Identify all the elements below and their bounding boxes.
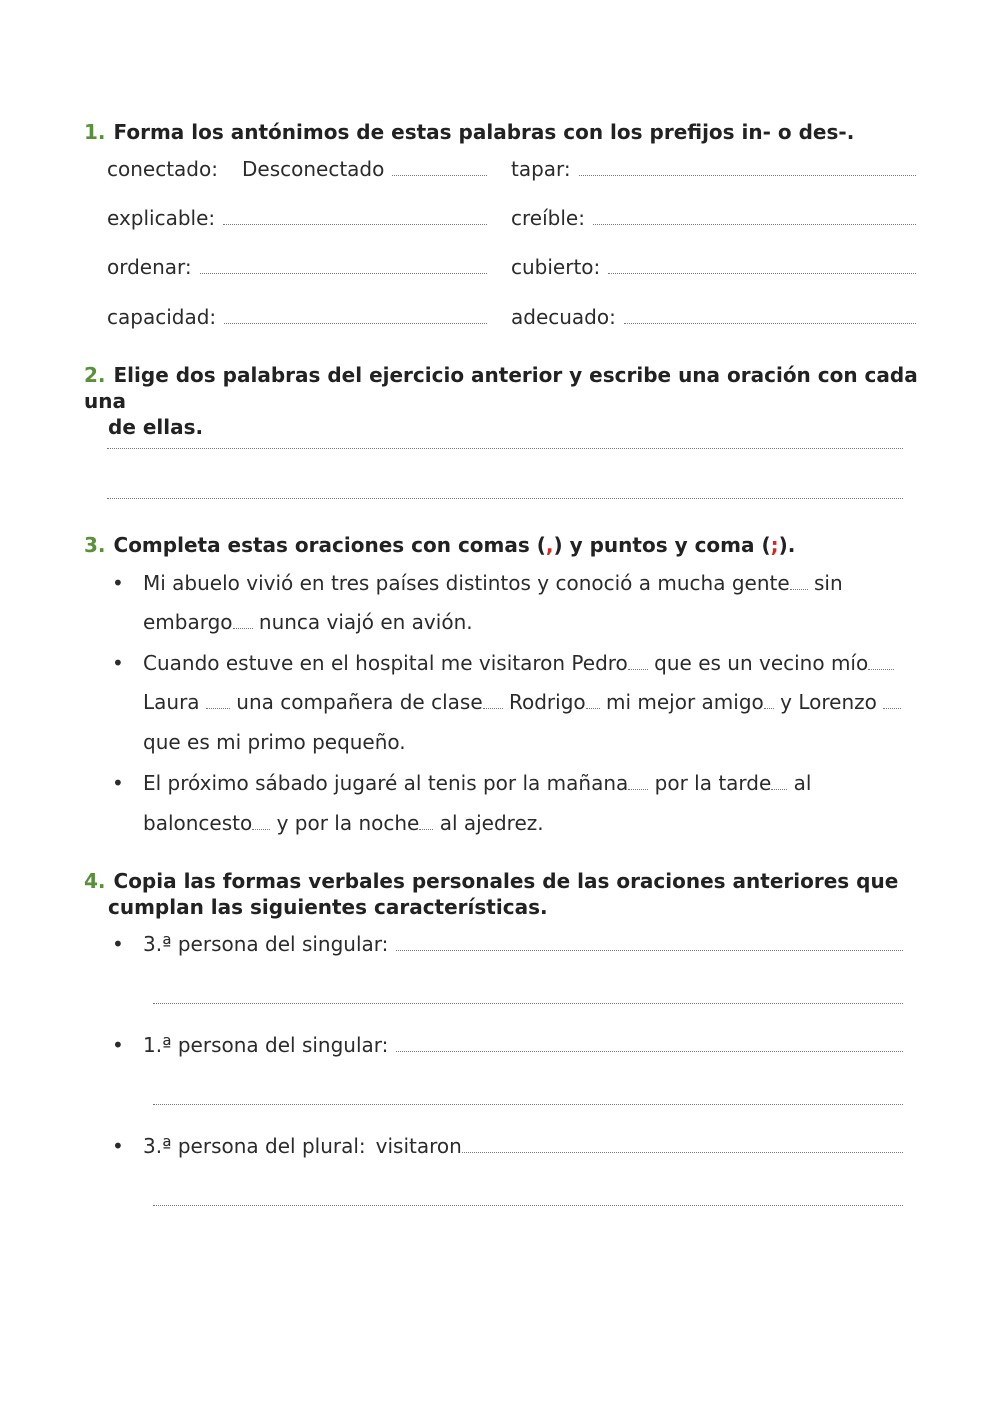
sentence-fragment: que es un vecino mío — [654, 651, 869, 675]
question-number: 2. — [84, 363, 106, 387]
sentence-3-line-2 — [143, 810, 544, 836]
sentence-1-line-1 — [143, 570, 843, 596]
sentence-2-line-2 — [143, 689, 901, 715]
punctuation-blank[interactable] — [628, 653, 648, 670]
word-label: creíble: — [511, 206, 585, 230]
word-label: explicable: — [107, 206, 216, 230]
word-label: capacidad: — [107, 305, 217, 329]
word-label: cubierto: — [511, 255, 601, 279]
answer-blank[interactable] — [396, 1033, 903, 1052]
question-text: Forma los antónimos de estas palabras con los prefijos in- o des-. — [113, 120, 855, 144]
question-text: ). — [778, 533, 796, 557]
punctuation-blank[interactable] — [206, 692, 230, 709]
antonym-row-cubierto — [511, 254, 916, 280]
sentence-fragment: Cuando estuve en el hospital me visitaron Pedro — [143, 651, 628, 675]
answer-text: Desconectado — [241, 157, 385, 181]
question-number: 1. — [84, 120, 106, 144]
punctuation-blank[interactable] — [771, 773, 787, 790]
bullet-icon: • — [112, 571, 124, 595]
writing-line[interactable] — [107, 498, 903, 499]
antonym-row-tapar — [511, 156, 916, 182]
answer-blank[interactable] — [223, 206, 487, 225]
answer-text: visitaron — [375, 1134, 462, 1158]
word-label: tapar: — [511, 157, 571, 181]
question-number: 4. — [84, 869, 106, 893]
sentence-fragment: baloncesto — [143, 811, 253, 835]
word-label: ordenar: — [107, 255, 192, 279]
verb-form-item-1st-singular — [143, 1032, 903, 1058]
writing-line[interactable] — [107, 448, 903, 449]
question-text: Completa estas oraciones con comas ( — [113, 533, 546, 557]
bullet-icon: • — [112, 651, 124, 675]
question-text: Elige dos palabras del ejercicio anterior y escribe una oración con cada una — [84, 363, 918, 413]
item-label: 3.ª persona del singular: — [143, 932, 389, 956]
punctuation-blank[interactable] — [790, 573, 808, 590]
answer-blank[interactable] — [396, 932, 903, 951]
punctuation-blank[interactable] — [252, 813, 270, 830]
item-label: 1.ª persona del singular: — [143, 1033, 389, 1057]
punctuation-blank[interactable] — [883, 692, 901, 709]
writing-line[interactable] — [153, 1104, 903, 1105]
verb-form-item-3rd-singular — [143, 931, 903, 957]
sentence-fragment: y Lorenzo — [780, 690, 877, 714]
comma-symbol: , — [545, 533, 554, 557]
answer-blank[interactable] — [624, 305, 916, 324]
verb-form-item-3rd-plural — [143, 1133, 903, 1159]
antonym-row-creible — [511, 205, 916, 231]
sentence-fragment: nunca viajó en avión. — [258, 610, 473, 634]
punctuation-blank[interactable] — [586, 692, 600, 709]
answer-blank[interactable] — [200, 255, 487, 274]
bullet-icon: • — [112, 932, 124, 956]
question-number: 3. — [84, 533, 106, 557]
question-2-title — [84, 362, 924, 440]
word-label: conectado: — [107, 157, 218, 181]
punctuation-blank[interactable] — [419, 813, 433, 830]
antonym-row-conectado — [107, 156, 487, 182]
question-1-title — [84, 119, 924, 145]
sentence-fragment: Rodrigo — [508, 690, 586, 714]
item-label: 3.ª persona del plural: — [143, 1134, 366, 1158]
sentence-1-line-2 — [143, 609, 473, 635]
sentence-fragment: por la tarde — [654, 771, 772, 795]
question-text-continued: cumplan las siguientes características. — [108, 895, 548, 919]
sentence-fragment: Laura — [143, 690, 200, 714]
sentence-fragment: al ajedrez. — [439, 811, 544, 835]
sentence-fragment: que es mi primo pequeño. — [143, 730, 406, 754]
sentence-fragment: Mi abuelo vivió en tres países distintos y conoció a mucha gente — [143, 571, 790, 595]
sentence-fragment: y por la noche — [276, 811, 420, 835]
punctuation-blank[interactable] — [233, 612, 253, 629]
antonym-row-capacidad — [107, 304, 487, 330]
punctuation-blank[interactable] — [483, 692, 503, 709]
sentence-fragment: sin — [814, 571, 843, 595]
question-4-title — [84, 868, 924, 920]
sentence-fragment: El próximo sábado jugaré al tenis por la mañana — [143, 771, 629, 795]
sentence-fragment: mi mejor amigo — [605, 690, 764, 714]
bullet-icon: • — [112, 1033, 124, 1057]
answer-blank[interactable] — [392, 157, 487, 176]
sentence-2-line-3 — [143, 729, 406, 755]
answer-blank[interactable] — [579, 157, 916, 176]
question-text: ) y puntos y coma ( — [553, 533, 771, 557]
punctuation-blank[interactable] — [868, 653, 894, 670]
sentence-fragment: al — [793, 771, 812, 795]
writing-line[interactable] — [153, 1205, 903, 1206]
antonym-row-ordenar — [107, 254, 487, 280]
writing-line[interactable] — [153, 1003, 903, 1004]
sentence-fragment: una compañera de clase — [236, 690, 483, 714]
answer-blank[interactable] — [608, 255, 916, 274]
semicolon-symbol: ; — [770, 533, 779, 557]
sentence-3-line-1 — [143, 770, 811, 796]
answer-blank[interactable] — [593, 206, 916, 225]
question-text-continued: de ellas. — [108, 415, 204, 439]
punctuation-blank[interactable] — [628, 773, 648, 790]
answer-blank[interactable] — [462, 1134, 903, 1153]
antonym-row-explicable — [107, 205, 487, 231]
word-label: adecuado: — [511, 305, 616, 329]
antonym-row-adecuado — [511, 304, 916, 330]
bullet-icon: • — [112, 771, 124, 795]
sentence-fragment: embargo — [143, 610, 233, 634]
question-text: Copia las formas verbales personales de las oraciones anteriores que — [113, 869, 899, 893]
question-3-title — [84, 532, 924, 558]
sentence-2-line-1 — [143, 650, 894, 676]
answer-blank[interactable] — [224, 305, 487, 324]
bullet-icon: • — [112, 1134, 124, 1158]
punctuation-blank[interactable] — [764, 692, 774, 709]
